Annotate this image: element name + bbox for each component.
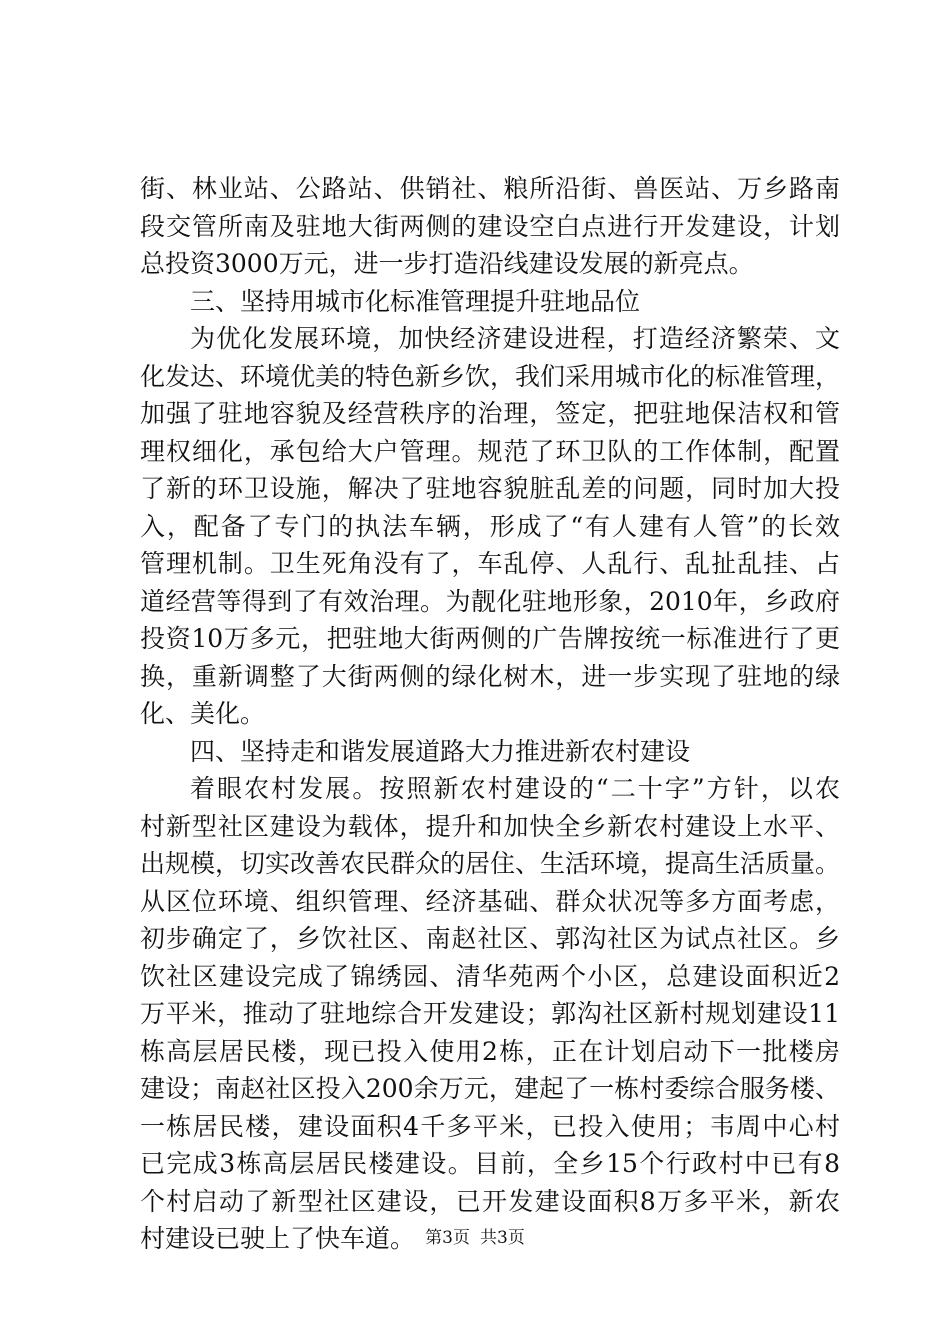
text-line: 化、美化。 — [140, 699, 266, 728]
text-line: 从区位环境、组织管理、经济基础、群众状况等多方面考虑， — [140, 886, 840, 916]
text-line: 加强了驻地容貌及经营秩序的治理，签定，把驻地保洁权和管 — [140, 399, 840, 428]
text-line: 街、林业站、公路站、供销社、粮所沿街、兽医站、万乡路南 — [140, 174, 840, 203]
text-line: 初步确定了，乡饮社区、南赵社区、郭沟社区为试点社区。乡 — [140, 924, 840, 953]
text-line: 了新的环卫设施，解决了驻地容貌脏乱差的问题，同时加大投 — [140, 474, 840, 503]
text-line: 换，重新调整了大街两侧的绿化树木，进一步实现了驻地的绿 — [140, 661, 840, 691]
text-line: 出规模，切实改善农民群众的居住、生活环境，提高生活质量。 — [140, 849, 840, 878]
text-line: 道经营等得到了有效治理。为靓化驻地形象，2010年，乡政府 — [140, 586, 840, 616]
text-line: 饮社区建设完成了锦绣园、清华苑两个小区，总建设面积近2 — [140, 961, 840, 991]
text-line: 栋高层居民楼，现已投入使用2栋，正在计划启动下一批楼房 — [140, 1036, 840, 1066]
text-line: 化发达、环境优美的特色新乡饮，我们采用城市化的标准管理， — [140, 361, 840, 391]
paragraph-first-line: 着眼农村发展。按照新农村建设的“二十字”方针，以农 — [190, 774, 840, 803]
text-line: 建设；南赵社区投入200余万元，建起了一栋村委综合服务楼、 — [140, 1074, 840, 1103]
text-line: 已完成3栋高层居民楼建设。目前，全乡15个行政村中已有8 — [140, 1149, 840, 1178]
section-heading: 四、坚持走和谐发展道路大力推进新农村建设 — [190, 736, 691, 766]
text-line: 管理机制。卫生死角没有了，车乱停、人乱行、乱扯乱挂、占 — [140, 549, 840, 578]
text-line: 万平米，推动了驻地综合开发建设；郭沟社区新村规划建设11 — [140, 999, 840, 1028]
text-line: 理权细化，承包给大户管理。规范了环卫队的工作体制，配置 — [140, 436, 840, 466]
page-footer — [0, 1226, 950, 1250]
text-line: 个村启动了新型社区建设，已开发建设面积8万多平米，新农 — [140, 1186, 840, 1216]
text-line: 村新型社区建设为载体，提升和加快全乡新农村建设上水平、 — [140, 811, 840, 841]
body-text — [140, 170, 840, 1258]
text-line: 总投资3000万元，进一步打造沿线建设发展的新亮点。 — [140, 249, 754, 278]
page-number: 第3页 — [425, 1228, 470, 1248]
page-total: 共3页 — [480, 1228, 525, 1248]
section-heading: 三、坚持用城市化标准管理提升驻地品位 — [190, 286, 641, 316]
paragraph-first-line: 为优化发展环境，加快经济建设进程，打造经济繁荣、文 — [190, 324, 840, 353]
text-line: 段交管所南及驻地大街两侧的建设空白点进行开发建设，计划 — [140, 211, 840, 241]
text-line: 一栋居民楼，建设面积4千多平米，已投入使用；韦周中心村 — [140, 1111, 840, 1141]
text-line: 村建设已驶上了快车道。 — [140, 1224, 416, 1253]
text-line: 投资10万多元，把驻地大街两侧的广告牌按统一标准进行了更 — [140, 624, 840, 653]
text-line: 入，配备了专门的执法车辆，形成了“有人建有人管”的长效 — [140, 511, 840, 541]
